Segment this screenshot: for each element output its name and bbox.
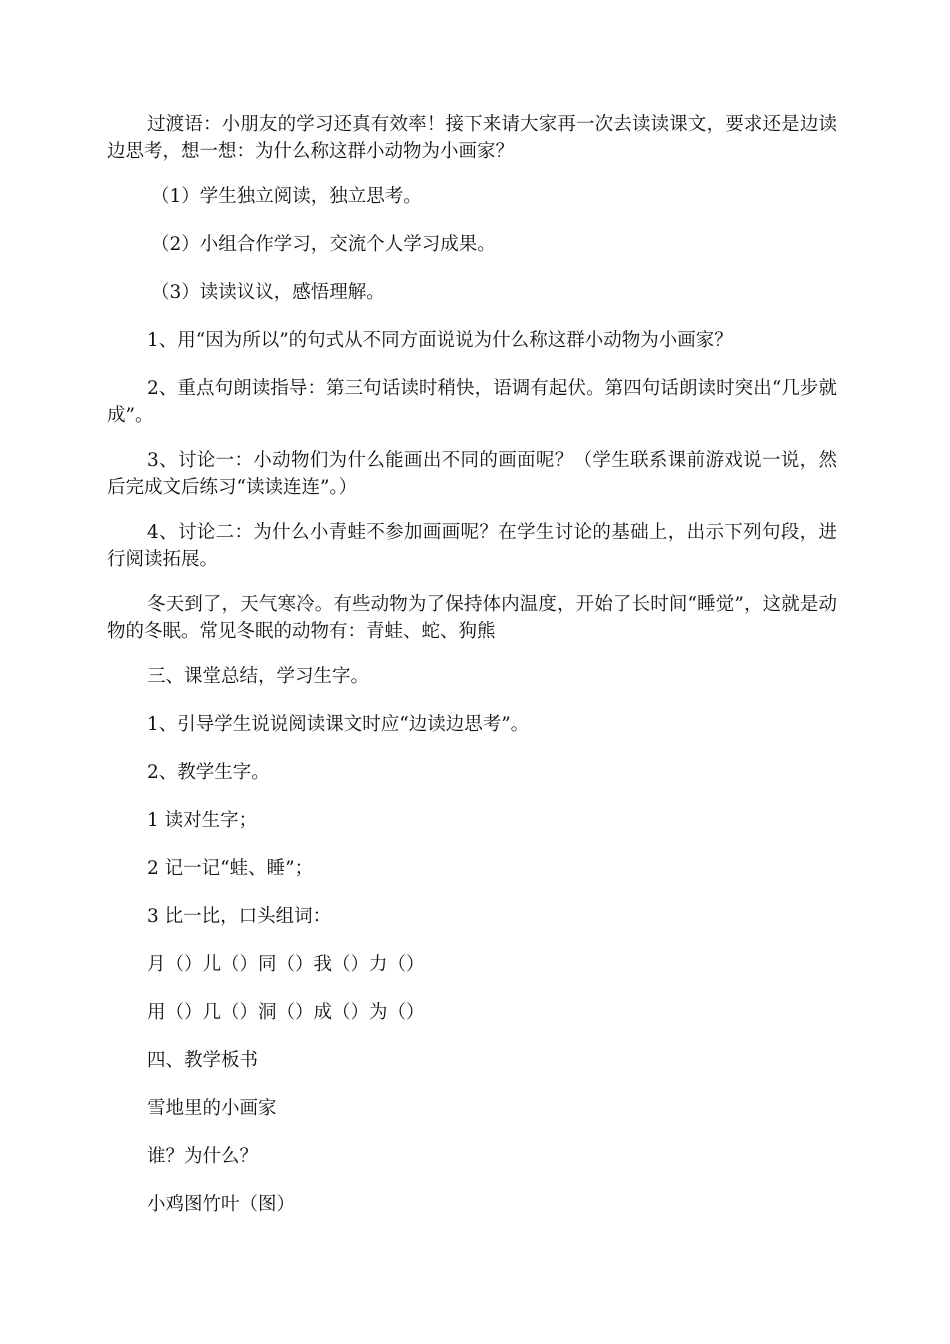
board-question: 谁？为什么？ bbox=[147, 1146, 259, 1167]
summary-item-2: 2、教学生字。 bbox=[147, 762, 270, 783]
char-step-1: 1 读对生字； bbox=[147, 810, 258, 831]
item-2: 2、重点句朗读指导：第三句话读时稍快，语调有起伏。第四句话朗读时突出“几步就成”。 bbox=[107, 378, 837, 426]
step-3: （3）读读议议，感悟理解。 bbox=[151, 282, 385, 303]
step-2: （2）小组合作学习，交流个人学习成果。 bbox=[151, 234, 496, 255]
item-3: 3、讨论一：小动物们为什么能画出不同的画面呢？（学生联系课前游戏说一说，然后完成文后练习“读读连连”。） bbox=[107, 450, 837, 498]
char-step-3: 3 比一比，口头组词： bbox=[147, 906, 332, 927]
section-4-heading: 四、教学板书 bbox=[147, 1050, 259, 1071]
board-title: 雪地里的小画家 bbox=[147, 1098, 277, 1119]
section-3-heading: 三、课堂总结，学习生字。 bbox=[147, 666, 370, 687]
word-row-1: 月（）儿（）同（）我（）力（） bbox=[147, 954, 425, 975]
transition-paragraph: 过渡语：小朋友的学习还真有效率！接下来请大家再一次去读读课文，要求还是边读边思考，想一想：为什么称这群小动物为小画家？ bbox=[107, 114, 837, 162]
step-1: （1）学生独立阅读，独立思考。 bbox=[151, 186, 422, 207]
item-4: 4、讨论二：为什么小青蛙不参加画画呢？在学生讨论的基础上，出示下列句段，进行阅读拓展。 bbox=[107, 522, 837, 570]
char-step-2: 2 记一记“蛙、睡”； bbox=[147, 858, 314, 879]
summary-item-1: 1、引导学生说说阅读课文时应“边读边思考”。 bbox=[147, 714, 530, 735]
extension-passage: 冬天到了，天气寒冷。有些动物为了保持体内温度，开始了长时间“睡觉”，这就是动物的冬眠。常见冬眠的动物有：青蛙、蛇、狗熊 bbox=[107, 594, 837, 642]
item-1: 1、用“因为所以”的句式从不同方面说说为什么称这群小动物为小画家？ bbox=[147, 330, 733, 351]
board-line: 小鸡图竹叶（图） bbox=[147, 1194, 296, 1215]
document-body bbox=[107, 111, 837, 1218]
word-row-2: 用（）几（）洞（）成（）为（） bbox=[147, 1002, 425, 1023]
